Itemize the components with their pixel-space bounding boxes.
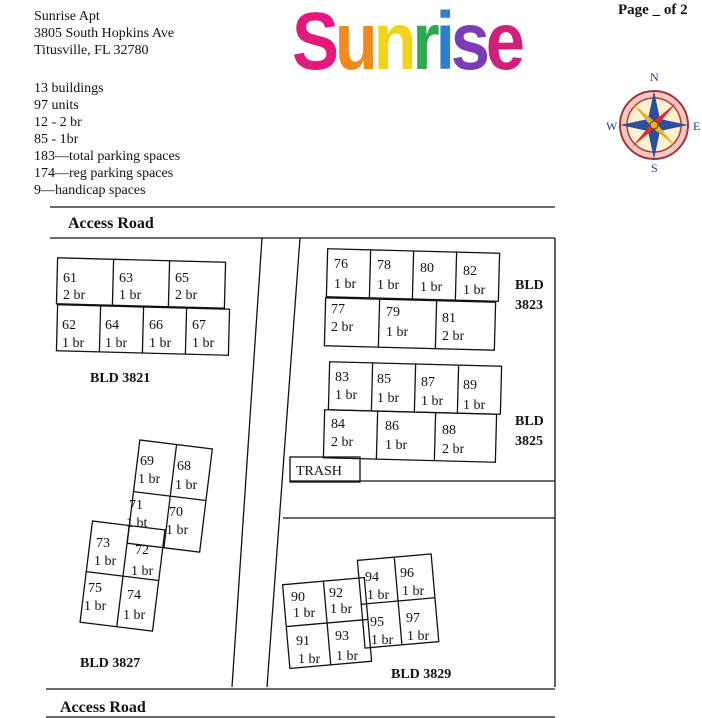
stat-1br: 85 - 1br <box>34 132 79 147</box>
unit-97-number: 97 <box>406 611 420 626</box>
unit-94-number: 94 <box>365 570 379 585</box>
unit-76-number: 76 <box>334 257 348 272</box>
property-name: Sunrise Apt <box>34 9 100 24</box>
unit-74-number: 74 <box>127 588 141 603</box>
unit-92-number: 92 <box>329 586 343 601</box>
building-3829-label: BLD 3829 <box>391 667 452 682</box>
building-3825-label-line2: 3825 <box>515 434 543 449</box>
building-3821-label: BLD 3821 <box>90 371 151 386</box>
unit-78-number: 78 <box>377 258 391 273</box>
stat-handicap-parking: 9—handicap spaces <box>34 183 146 198</box>
logo-letter: s <box>450 0 486 87</box>
unit-71-bedrooms: 1 bt <box>126 516 148 531</box>
unit-92-bedrooms: 1 br <box>330 602 353 617</box>
unit-88-number: 88 <box>442 423 456 438</box>
unit-64-bedrooms: 1 br <box>105 336 128 351</box>
unit-80-bedrooms: 1 br <box>420 280 443 295</box>
unit-93-number: 93 <box>335 629 349 644</box>
building-3825-label-line1: BLD <box>515 414 544 429</box>
unit-89-number: 89 <box>463 378 477 393</box>
unit-82-bedrooms: 1 br <box>463 283 486 298</box>
access-road-bottom-label: Access Road <box>60 699 146 716</box>
unit-85-bedrooms: 1 br <box>377 391 400 406</box>
unit-88-bedrooms: 2 br <box>442 442 465 457</box>
unit-72-bedrooms: 1 br <box>131 564 154 579</box>
unit-61-number: 61 <box>63 271 77 286</box>
address-line-1: 3805 South Hopkins Ave <box>34 26 175 41</box>
unit-79-number: 79 <box>386 305 400 320</box>
unit-77-bedrooms: 2 br <box>331 320 354 335</box>
unit-69-number: 69 <box>140 454 154 469</box>
unit-87-bedrooms: 1 br <box>421 394 444 409</box>
logo-letter: S <box>292 0 335 87</box>
unit-68-number: 68 <box>177 459 191 474</box>
stat-buildings: 13 buildings <box>34 81 104 96</box>
logo-letter: r <box>412 0 436 87</box>
building-3829 <box>283 554 452 682</box>
logo-letter: e <box>485 0 521 87</box>
logo-letter: u <box>334 0 374 87</box>
unit-87-number: 87 <box>421 375 435 390</box>
stat-total-parking: 183—total parking spaces <box>34 149 181 164</box>
unit-96-bedrooms: 1 br <box>402 584 425 599</box>
unit-81-bedrooms: 2 br <box>442 329 465 344</box>
unit-89-bedrooms: 1 br <box>463 398 486 413</box>
building-3827-label: BLD 3827 <box>80 656 141 671</box>
unit-66-number: 66 <box>149 318 163 333</box>
unit-90-bedrooms: 1 br <box>293 606 316 621</box>
unit-84-number: 84 <box>331 417 345 432</box>
unit-80-number: 80 <box>420 261 434 276</box>
unit-86-bedrooms: 1 br <box>385 438 408 453</box>
unit-75-bedrooms: 1 br <box>84 599 107 614</box>
unit-70-bedrooms: 1 br <box>166 523 189 538</box>
compass-south-label: S <box>651 161 658 175</box>
unit-90-number: 90 <box>291 590 305 605</box>
unit-77-number: 77 <box>331 302 345 317</box>
unit-81-number: 81 <box>442 311 456 326</box>
unit-72-number: 72 <box>135 543 149 558</box>
access-road-top-label: Access Road <box>68 215 154 232</box>
unit-91-number: 91 <box>296 634 310 649</box>
unit-93-bedrooms: 1 br <box>336 649 359 664</box>
unit-76-bedrooms: 1 br <box>334 277 357 292</box>
unit-65-bedrooms: 2 br <box>175 288 198 303</box>
compass-west-label: W <box>606 119 618 133</box>
unit-61-bedrooms: 2 br <box>63 288 86 303</box>
unit-82-number: 82 <box>463 264 477 279</box>
unit-68-bedrooms: 1 br <box>175 478 198 493</box>
stat-2br: 12 - 2 br <box>34 115 82 130</box>
unit-66-bedrooms: 1 br <box>149 336 172 351</box>
unit-84-bedrooms: 2 br <box>331 435 354 450</box>
building-3823-label-line2: 3823 <box>515 298 543 313</box>
unit-73-bedrooms: 1 br <box>94 554 117 569</box>
building-3821 <box>56 258 229 386</box>
unit-78-bedrooms: 1 br <box>377 278 400 293</box>
unit-74-bedrooms: 1 br <box>123 608 146 623</box>
unit-97-bedrooms: 1 br <box>407 629 430 644</box>
unit-67-number: 67 <box>192 318 206 333</box>
building-3823 <box>324 249 543 350</box>
building-3825 <box>323 362 543 462</box>
unit-70-number: 70 <box>169 505 183 520</box>
unit-94-bedrooms: 1 br <box>367 588 390 603</box>
compass-north-label: N <box>650 70 659 84</box>
unit-83-bedrooms: 1 br <box>335 388 358 403</box>
compass-east-label: E <box>693 119 701 133</box>
unit-96-number: 96 <box>400 566 414 581</box>
building-3827 <box>80 440 212 671</box>
unit-85-number: 85 <box>377 372 391 387</box>
unit-67-bedrooms: 1 br <box>192 336 215 351</box>
logo-letter: n <box>373 0 413 87</box>
unit-73-number: 73 <box>96 536 110 551</box>
trash-label: TRASH <box>296 464 342 479</box>
unit-62-bedrooms: 1 br <box>62 336 85 351</box>
stat-regular-parking: 174—reg parking spaces <box>34 166 174 181</box>
page-number: Page _ of 2 <box>618 2 688 18</box>
unit-83-number: 83 <box>335 370 349 385</box>
unit-64-number: 64 <box>105 318 119 333</box>
unit-63-bedrooms: 1 br <box>119 288 142 303</box>
unit-65-number: 65 <box>175 271 189 286</box>
unit-86-number: 86 <box>385 419 399 434</box>
unit-91-bedrooms: 1 br <box>298 652 321 667</box>
unit-95-bedrooms: 1 br <box>371 633 394 648</box>
unit-62-number: 62 <box>62 318 76 333</box>
building-3823-label-line1: BLD <box>515 278 544 293</box>
unit-69-bedrooms: 1 br <box>138 472 161 487</box>
compass-rose-icon <box>620 91 688 159</box>
unit-79-bedrooms: 1 br <box>386 325 409 340</box>
unit-95-number: 95 <box>370 615 384 630</box>
unit-71-number: 71 <box>129 498 143 513</box>
unit-75-number: 75 <box>88 581 102 596</box>
stat-units: 97 units <box>34 98 79 113</box>
logo-letter: i <box>435 0 451 87</box>
address-line-2: Titusville, FL 32780 <box>34 43 149 58</box>
unit-63-number: 63 <box>119 271 133 286</box>
